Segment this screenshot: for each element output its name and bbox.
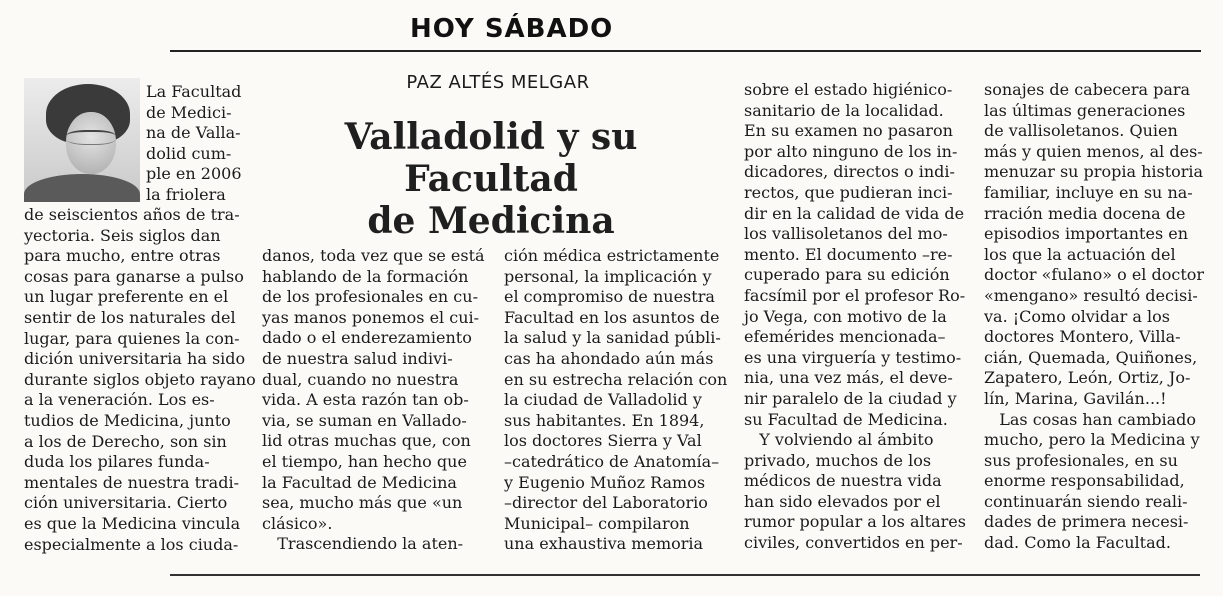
author-byline: PAZ ALTÉS MELGAR: [406, 72, 590, 93]
headline: [268, 116, 714, 242]
bottom-rule: [170, 574, 1200, 576]
headline-line-2: de Medicina: [367, 200, 615, 242]
column-3: ción médica estrictamente personal, la implicación y el compromiso de nuestra Facultad en los asuntos de la salud y la sanidad públi- cas ha ahondado aún más en su estrecha relación con la ciudad de Valladolid y sus habitantes. En 1894, los doctores Sierra y Val –catedrático de Anatomía– y Eugenio Muñoz Ramos –director del Laboratorio Municipal– compilaron una exhaustiva memoria: [504, 246, 728, 554]
column-4: sobre el estado higiénico- sanitario de la localidad. En su examen no pasaron por alto ninguno de los in- dicadores, directos o indi- rectos, que pudieran inci- dir en la calidad de vida de los vallisoletanos del mo- mento. El documento –re- cuperado para su edición facsímil por el profesor Ro- jo Vega, con motivo de la efemérides mencionada– es una virguería y testimo- nia, una vez más, el deve- nir paralelo de la ciudad y su Facultad de Medicina. Y volviendo al ámbito privado, muchos de los médicos de nuestra vida han sido elevados por el rumor popular a los altares civiles, convertidos en per-: [744, 80, 966, 553]
author-photo: [24, 78, 140, 202]
column-5: sonajes de cabecera para las últimas generaciones de vallisoletanos. Quien más y quien menos, al des- menuzar su propia historia familiar, incluye en su na- rración media docena de episodios importantes en los que la actuación del doctor «fulano» o el doctor «mengano» resultó decisi- va. ¡Como olvidar a los doctores Montero, Villa- cián, Quemada, Quiñones, Zapatero, León, Ortiz, Jo- lín, Marina, Gavilán...! Las cosas han cambiado mucho, pero la Medicina y sus profesionales, en su enorme responsabilidad, continuarán siendo reali- dades de primera necesi- dad. Como la Facultad.: [984, 80, 1205, 553]
photo-glasses: [66, 130, 116, 145]
column-1-body: de seiscientos años de tra- yectoria. Seis siglos dan para mucho, entre otras cosas para ganarse a pulso un lugar preferente en el sentir de los naturales del lugar, para quienes la con- dición universitaria ha sido durante siglos objeto rayano a la veneración. Los es- tudios de Medicina, junto a los de Derecho, son sin duda los pilares funda- mentales de nuestra tradi- ción universitaria. Cierto es que la Medicina vincula especialmente a los ciuda-: [24, 205, 256, 554]
column-1-intro: La Facultad de Medici- na de Valla- dolid cum- ple en 2006 la friolera: [146, 82, 242, 204]
headline-line-1: Valladolid y su Facultad: [344, 116, 638, 200]
section-header: HOY SÁBADO: [410, 14, 614, 44]
column-2: danos, toda vez que se está hablando de la formación de los profesionales en cu- yas manos ponemos el cui- dado o el enderezamiento de nuestra salud indivi- dual, cuando no nuestra vida. A esta razón tan ob- via, se suman en Vallado- lid otras muchas que, con el tiempo, han hecho que la Facultad de Medicina sea, mucho más que «un clásico». Trascendiendo la aten-: [262, 246, 485, 554]
photo-shoulders: [24, 174, 140, 202]
top-rule: [170, 50, 1201, 52]
